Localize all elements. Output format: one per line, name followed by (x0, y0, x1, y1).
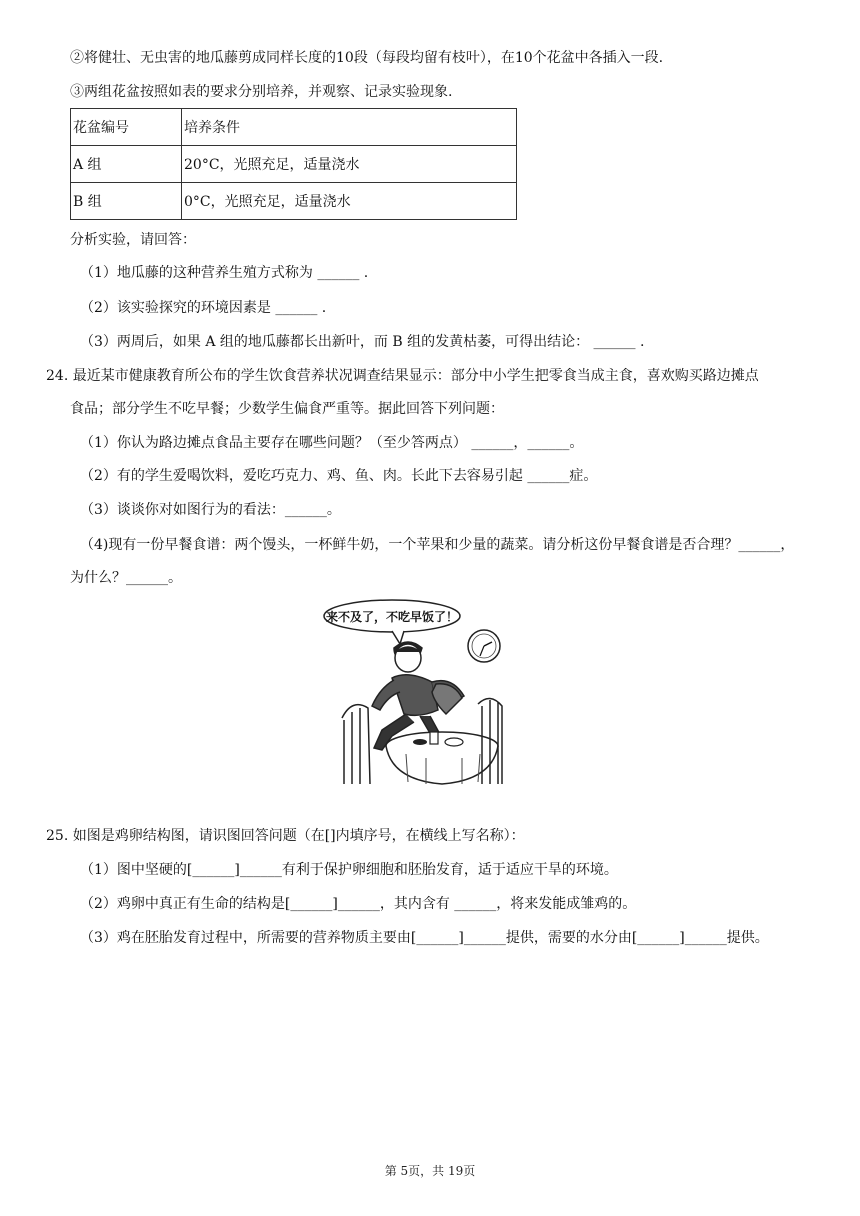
skip-breakfast-illustration (322, 598, 504, 786)
q25-sub-3: （3）鸡在胚胎发育过程中，所需要的营养物质主要由[______]______提供，需要的水分由[______]______提供。 (80, 930, 769, 946)
step-3-text: ③两组花盆按照如表的要求分别培养，并观察、记录实验现象. (70, 84, 453, 100)
table-header-row (71, 109, 517, 146)
q23-sub-3: （3）两周后，如果 A 组的地瓜藤都长出新叶，而 B 组的发黄枯萎，可得出结论： ______ . (80, 334, 645, 350)
chair-right (478, 698, 502, 784)
q25-sub-1: （1）图中坚硬的[______]______有利于保护卵细胞和胚胎发育，适于适应干旱的环境。 (80, 862, 618, 878)
q23-sub-2: （2）该实验探究的环境因素是 ______ . (80, 300, 327, 316)
clock-icon (468, 630, 500, 662)
table-cell: 20°C，光照充足，适量浇水 (182, 146, 517, 183)
q24-stem-line-1: 24. 最近某市健康教育所公布的学生饮食营养状况调查结果显示：部分中小学生把零食当成主食，喜欢购买路边摊点 (46, 368, 759, 384)
page-number: 第 5页，共 19页 (384, 1164, 476, 1178)
q24-sub-1: （1）你认为路边摊点食品主要存在哪些问题？（至少答两点） ______，______。 (80, 435, 584, 451)
q24-sub-4: （4)现有一份早餐食谱：两个馒头，一杯鲜牛奶，一个苹果和少量的蔬菜。请分析这份早餐食谱是否合理？______， (80, 537, 795, 553)
q24-stem-line-2: 食品；部分学生不吃早餐；少数学生偏食严重等。据此回答下列问题： (70, 401, 504, 417)
q24-sub-4-cont: 为什么？______。 (70, 570, 182, 586)
table-cell: B 组 (71, 183, 182, 220)
speech-text: 来不及了，不吃早饭了！ (325, 610, 459, 624)
dining-table (386, 732, 498, 784)
table-cell: 花盆编号 (71, 109, 182, 146)
q25-stem: 25. 如图是鸡卵结构图，请识图回答问题（在[]内填序号，在横线上写名称）： (46, 828, 525, 844)
q25-sub-2: （2）鸡卵中真正有生命的结构是[______]______，其内含有 ______，将来发能成雏鸡的。 (80, 896, 637, 912)
table-row (71, 183, 517, 220)
q24-sub-2: （2）有的学生爱喝饮料，爱吃巧克力、鸡、鱼、肉。长此下去容易引起 ______症。 (80, 468, 598, 484)
table-row (71, 146, 517, 183)
culture-conditions-table (70, 108, 517, 220)
analysis-prompt: 分析实验，请回答： (70, 232, 196, 248)
q24-sub-3: （3）谈谈你对如图行为的看法：______。 (80, 502, 341, 518)
chair-left (342, 705, 370, 784)
table-cell: A 组 (71, 146, 182, 183)
q23-sub-1: （1）地瓜藤的这种营养生殖方式称为 ______ . (80, 265, 369, 281)
step-2-text: ②将健壮、无虫害的地瓜藤剪成同样长度的10段（每段均留有枝叶），在10个花盆中各插入一段. (70, 50, 664, 66)
table-cell: 0°C，光照充足，适量浇水 (182, 183, 517, 220)
table-cell: 培养条件 (182, 109, 517, 146)
